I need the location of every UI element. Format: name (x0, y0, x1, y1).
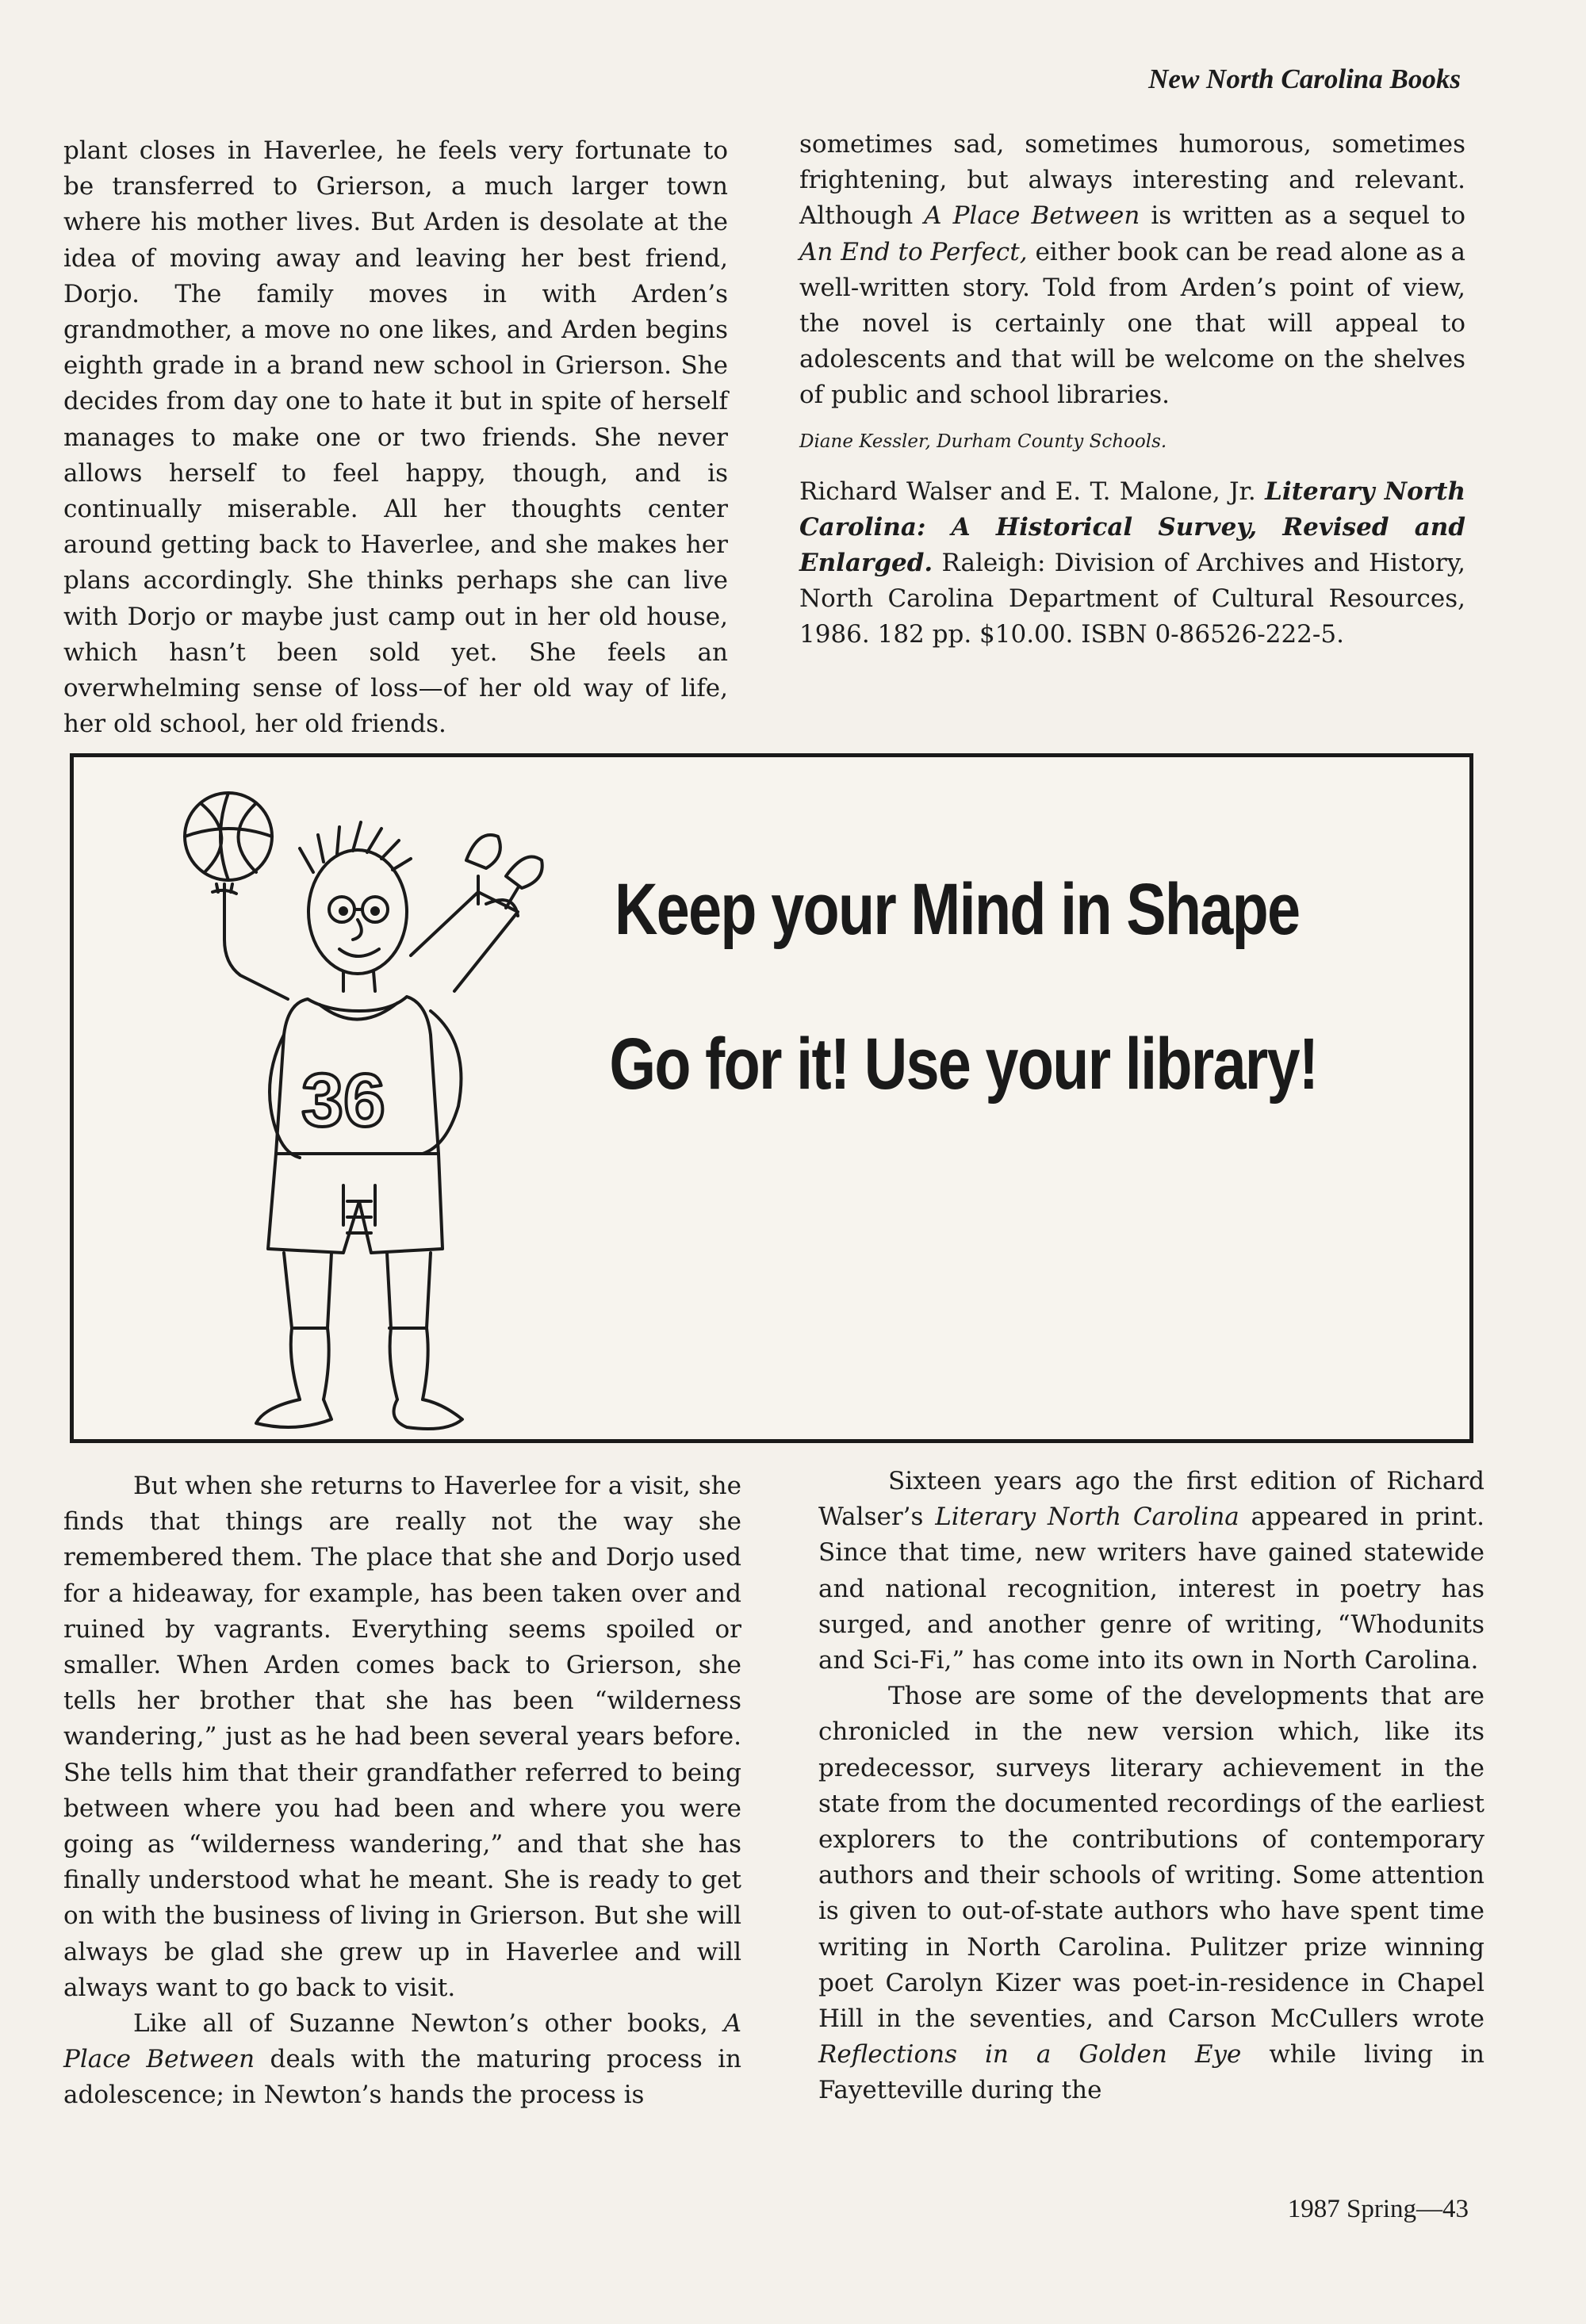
ad-tagline: Go for it! Use your library! (609, 1024, 1318, 1105)
column-bottom-left (63, 1468, 741, 2114)
jersey-number: 36 (301, 1059, 385, 1143)
book-entry-authors: Richard Walser and E. T. Malone, Jr. (799, 477, 1266, 506)
body-paragraph: But when she returns to Haverlee for a visit, she finds that things are really not the way she remembered them. The place that she and Dorjo used for a hideaway, for example, has been taken over and ruined by vagrants. Everything seems spoiled or smaller. When Arden comes back to Grierson, she tells her brother that she has been “wilderness wandering,” just as he had been several years before. She tells him that their grandfather referred to being between where you had been and where you were going as “wilderness wandering,” and that she has finally understood what he meant. She is ready to get on with the business of living in Grierson. But she will always be glad she grew up in Haverlee and will always want to go back to visit. (63, 1472, 741, 2002)
book-entry (799, 474, 1465, 653)
book-entry-title: Literary North Carolina: A Historical Survey, Revised and Enlarged. (799, 477, 1465, 578)
body-paragraph: plant closes in Haverlee, he feels very fortunate to be transferred to Grierson, a much larger town where his mother lives. But Arden is desolate at the idea of moving away and leaving her best friend, Dorjo. The family moves in with Arden’s grandmother, a move no one likes, and Arden begins eighth grade in a brand new school in Grierson. She decides from day one to hate it but in spite of herself manages to make one or two friends. She never allows herself to feel happy, though, and is continually miserable. All her thoughts center around getting back to Haverlee, and she makes her plans accordingly. She thinks perhaps she can live with Dorjo or maybe just camp out in her old house, which hasn’t been sold yet. She feels an overwhelming sense of loss—of her old way of life, her old school, her old friends. (63, 136, 728, 739)
book-title: A Place Between (924, 201, 1140, 231)
body-paragraph: Sixteen years ago the first edition of Richard Walser’s Literary North Carolina appeared in print. Since that time, new writers have gained statewide and national recognition, interest in poetry has surged, and another genre of writing, “Whodunits and Sci-Fi,” has come into its own in North Carolina. (818, 1467, 1484, 1675)
column-top-left (63, 133, 728, 742)
book-title: A Place Between (63, 2009, 741, 2074)
book-title: Literary North Carolina (935, 1503, 1239, 1532)
basketball-icon (185, 793, 272, 880)
library-ad (70, 753, 1473, 1443)
book-title: Reflections in a Golden Eye (818, 2040, 1242, 2069)
body-paragraph: Those are some of the developments that are chronicled in the new version which, like its predecessor, surveys literary achievement in the state from the documented recordings of the earliest explorers to the contributions of contemporary authors and their schools of writing. Some attention is given to out-of-state authors who have spent time writing in North Carolina. Pulitzer prize winning poet Carolyn Kizer was poet-in-residence in Chapel Hill in the seventies, and Carson McCullers wrote Reflections in a Golden Eye while living in Fayetteville during the (818, 1682, 1484, 2105)
body-paragraph: Like all of Suzanne Newton’s other books, A Place Between deals with the maturing process in adolescence; in Newton’s hands the process is (63, 2009, 741, 2110)
reviewer-signature: Diane Kessler, Durham County Schools. (799, 431, 1167, 452)
book-title: An End to Perfect, (799, 237, 1028, 266)
book-entry-details: Raleigh: Division of Archives and History, North Carolina Department of Cultural Resources, 1986. 182 pp. $10.00. ISBN 0-86526-222-5. (799, 549, 1465, 649)
running-header: New North Carolina Books (1148, 63, 1461, 94)
ad-headline: Keep your Mind in Shape (614, 869, 1300, 950)
column-top-right (799, 127, 1465, 653)
page-folio: 1987 Spring—43 (1287, 2195, 1469, 2223)
column-bottom-right (818, 1464, 1484, 2109)
body-paragraph: sometimes sad, sometimes humorous, sometimes frightening, but always interesting and relevant. Although A Place Between is written as a sequel to An End to Perfect, either book can be read alone as a well-written story. Told from Arden’s point of view, the novel is certainly one that will appeal to adolescents and that will be welcome on the shelves of public and school libraries. (799, 130, 1465, 410)
